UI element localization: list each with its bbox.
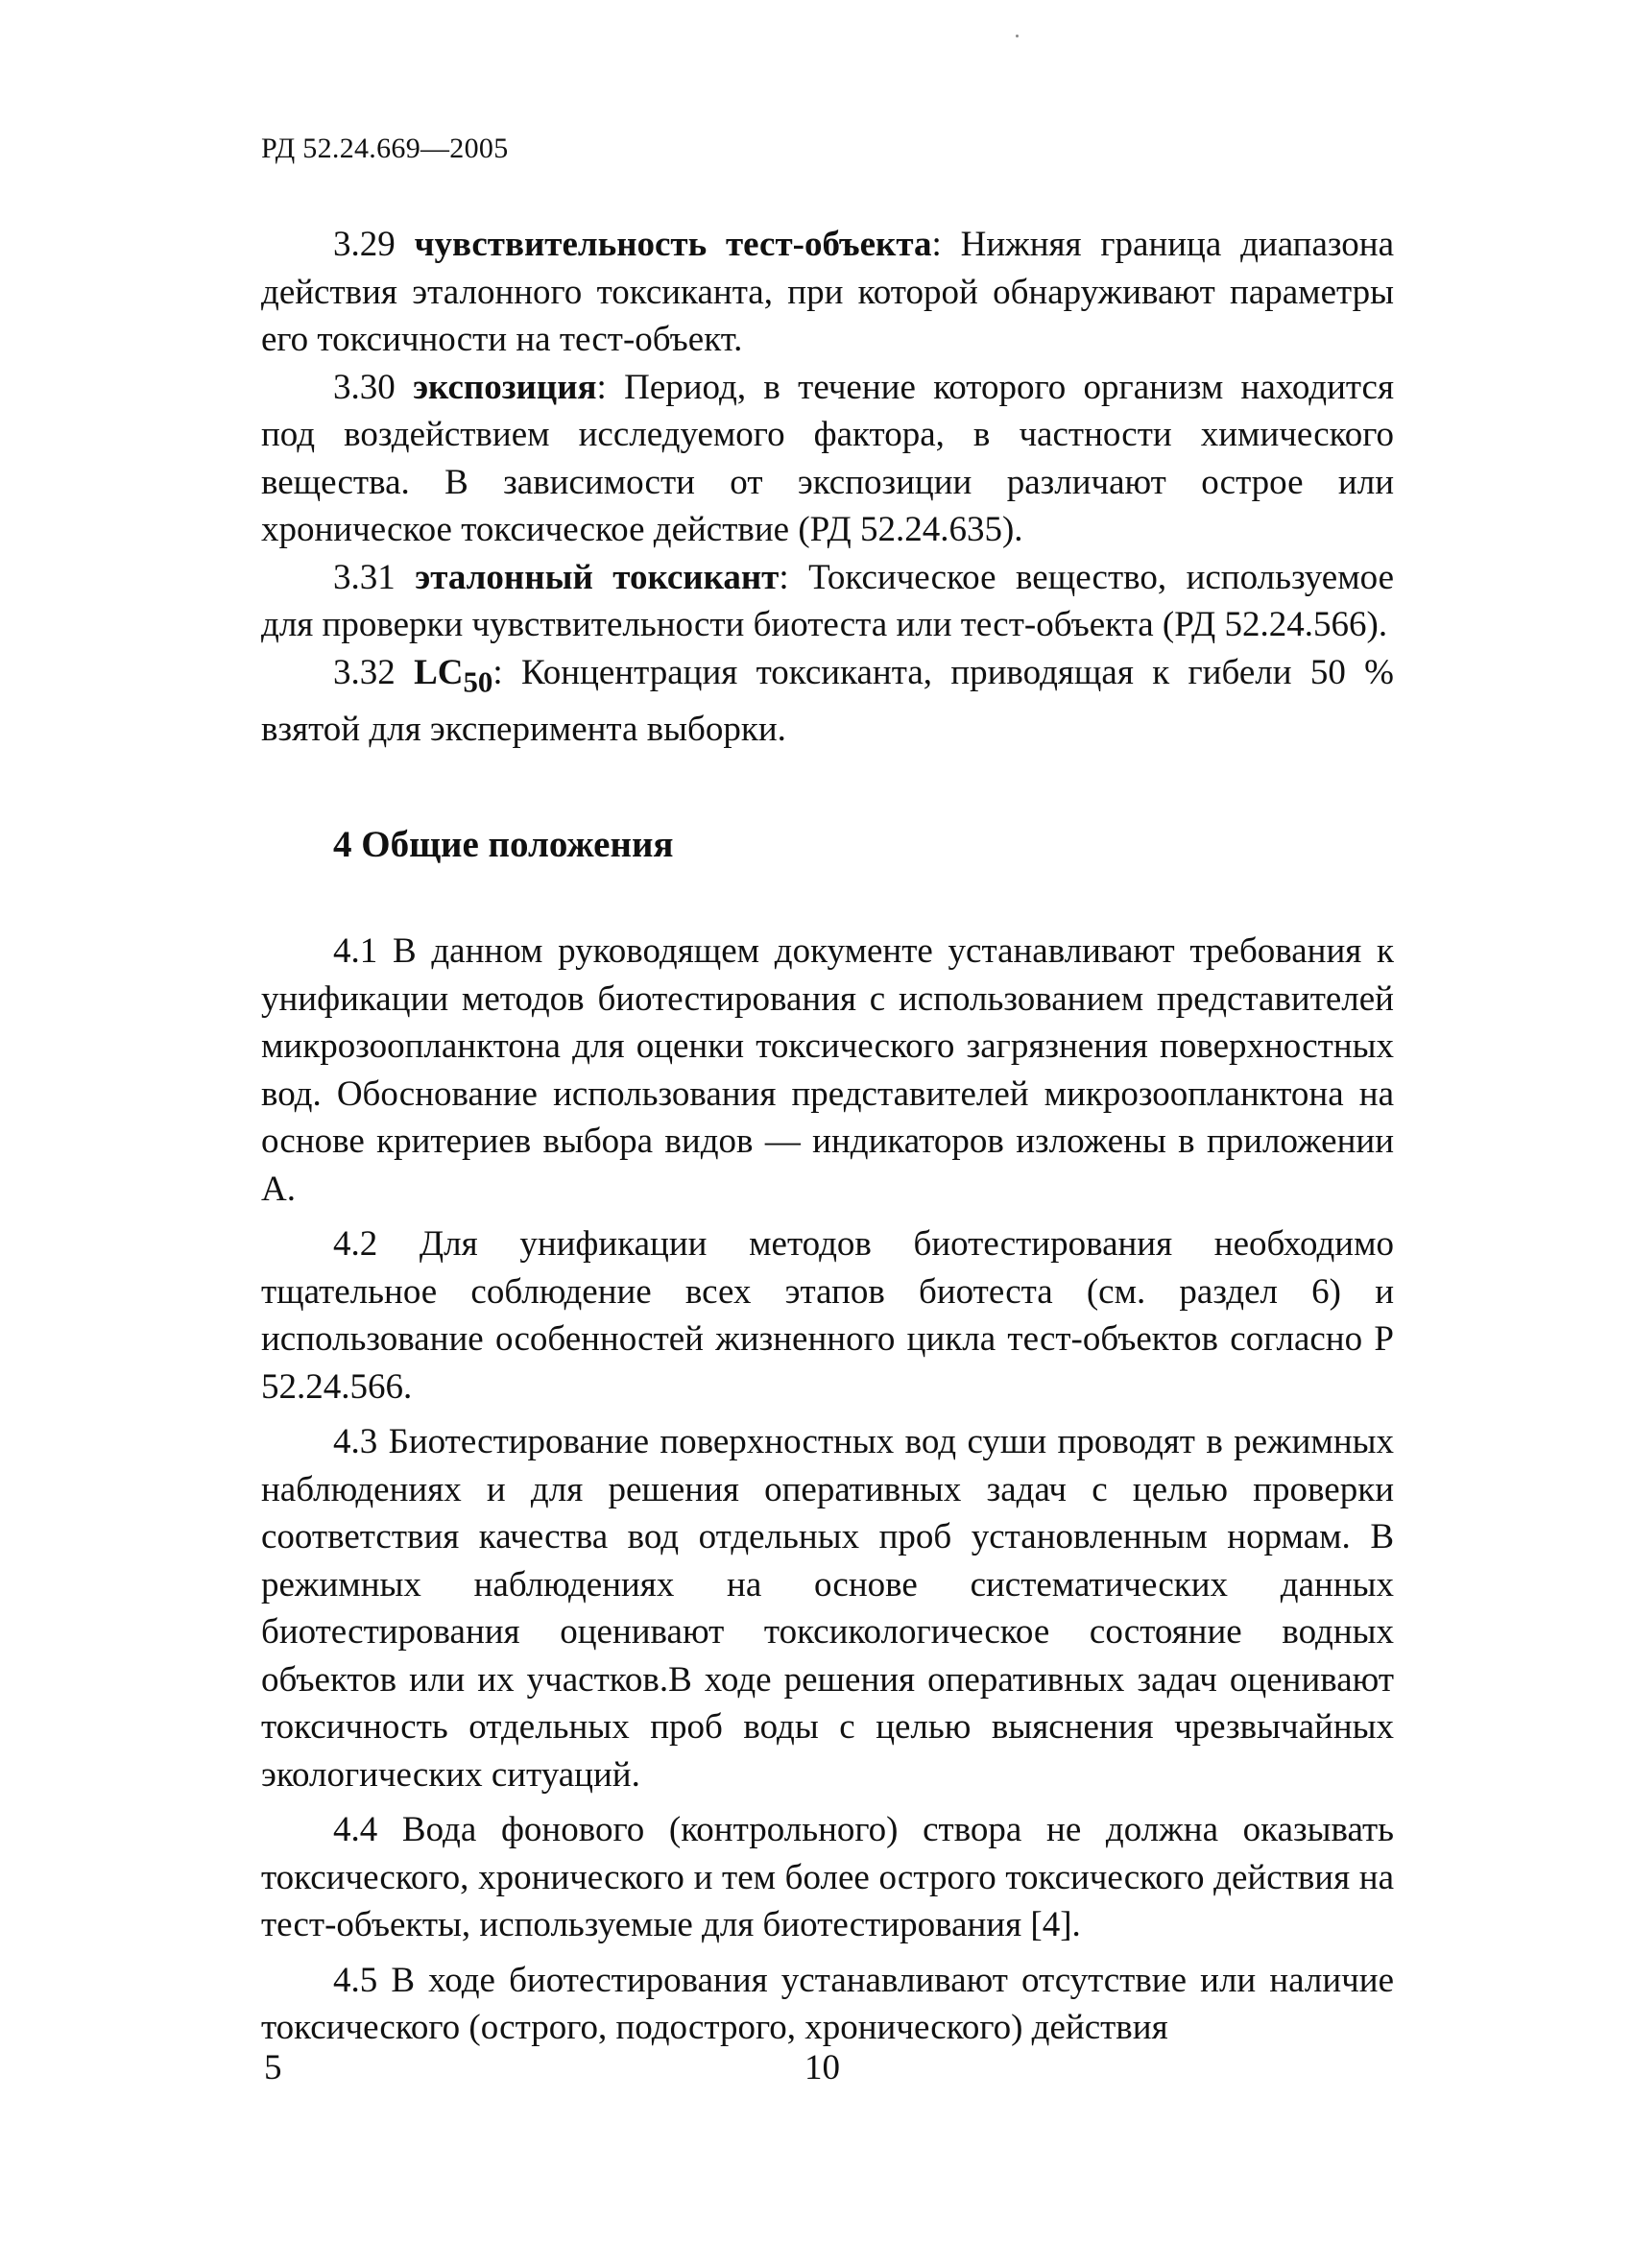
definition-3-29: [261, 221, 1394, 364]
definition-term: эталонный токсикант: [415, 557, 780, 597]
footer-left-number: 5: [264, 2048, 282, 2087]
document-body: [261, 221, 1394, 2060]
definition-text: : Нижняя граница диапазона действия эталонного токсиканта, при которой обнаруживают параметры его токсичности на тест-объект.: [261, 225, 1395, 359]
section-4-content: [261, 928, 1394, 2052]
definition-3-30: [261, 364, 1394, 554]
definition-text: : Концентрация токсиканта, приводящая к гибели 50 % взятой для эксперимента выборки.: [261, 652, 1395, 750]
definition-term: [414, 652, 493, 698]
paragraph-4-2: 4.2 Для унификации методов биотестирования необходимо тщательное соблюдение всех этапов биотеста (см. раздел 6) и использование особенностей жизненного цикла тест-объектов согласно Р 52.24.566.: [261, 1224, 1394, 1407]
definition-term: экспозиция: [413, 367, 597, 407]
term-main: LC: [414, 652, 464, 692]
definition-text: : Токсическое вещество, используемое для проверки чувствительности биотеста или тест-объекта (РД 52.24.566).: [261, 557, 1395, 644]
definition-text: : Период, в течение которого организм находится под воздействием исследуемого фактора, в частности химического вещества. В зависимости от экспозиции различают острое или хроническое токсическое действие (РД 52.24.635).: [261, 367, 1394, 549]
definition-number: 3.30: [333, 367, 396, 407]
definition-3-31: [261, 554, 1394, 649]
paragraph-4-4: 4.4 Вода фонового (контрольного) створа не должна оказывать токсического, хронического и тем более острого токсического действия на тест-объекты, используемые для биотестирования [4].: [261, 1810, 1394, 1945]
definition-number: 3.32: [333, 652, 396, 692]
paragraph-4-1: 4.1 В данном руководящем документе устанавливают требования к унификации методов биотестирования с использованием представителей микрозоопланктона для оценки токсического загрязнения поверхностных вод. Обоснование использования представителей микрозоопланктона на основе критериев выбора видов — индикаторов изложены в приложении А.: [261, 931, 1394, 1209]
definition-3-32: [261, 649, 1394, 754]
definition-number: 3.31: [333, 557, 396, 597]
paragraph-4-5: 4.5 В ходе биотестирования устанавливают отсутствие или наличие токсического (острого, подострого, хронического) действия: [261, 1960, 1394, 2048]
page-number: 10: [804, 2048, 840, 2087]
document-code-header: РД 52.24.669—2005: [261, 133, 509, 164]
term-subscript: 50: [463, 664, 493, 698]
definition-term: чувствительность тест-объекта: [414, 225, 932, 264]
paragraph-4-3: 4.3 Биотестирование поверхностных вод суши проводят в режимных наблюдениях и для решения оперативных задач с целью проверки соответствия качества вод отдельных проб установленным нормам. В режимных наблюдениях на основе систематических данных биотестирования оценивают токсикологическое состояние водных объектов или их участков.В ходе решения оперативных задач оценивают токсичность отдельных проб воды с целью выяснения чрезвычайных экологических ситуаций.: [261, 1422, 1394, 1795]
scan-speck: [1016, 35, 1019, 37]
definition-number: 3.29: [333, 225, 396, 264]
section-heading: 4 Общие положения: [333, 823, 674, 865]
